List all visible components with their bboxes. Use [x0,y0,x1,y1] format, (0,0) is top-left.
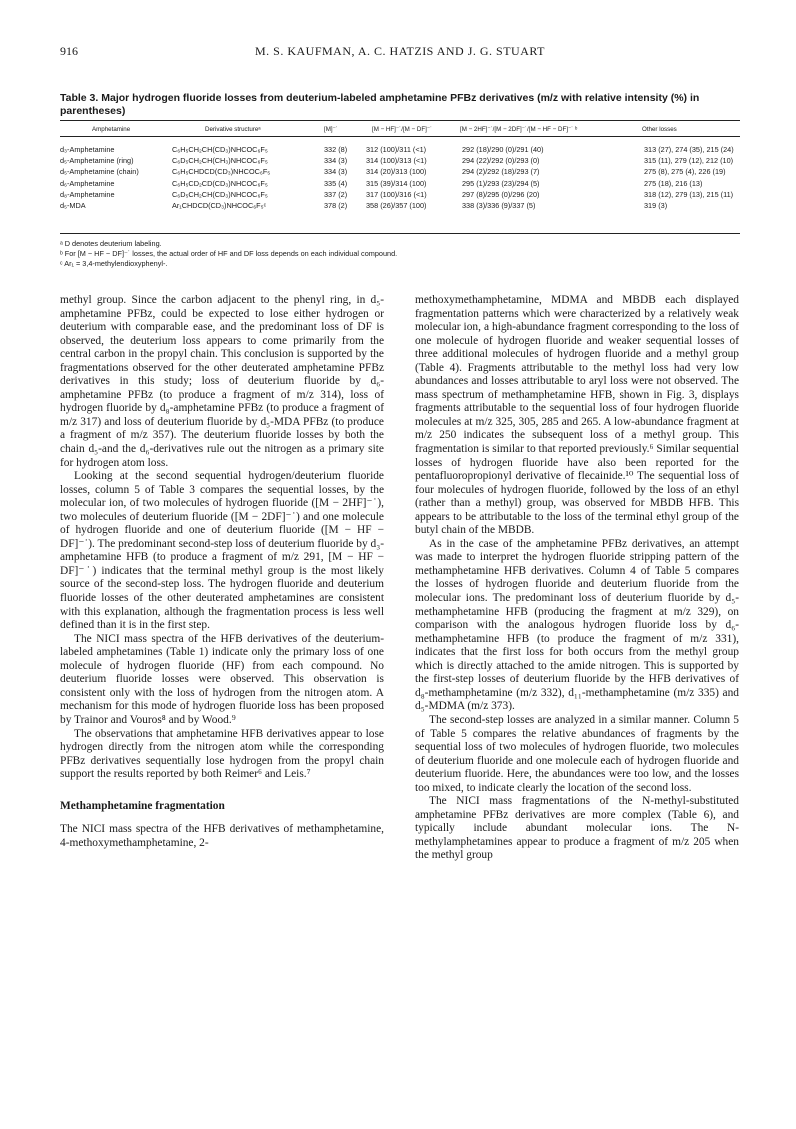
table-header-row [60,126,740,135]
table-cell: 294 (22)/292 (0)/293 (0) [462,156,540,166]
table-cell: 334 (3) [324,167,348,177]
paragraph: Looking at the second sequential hydrogen/deuterium fluoride losses, column 5 of Table 3 compares the sequential losses, by the molecular ion, of two molecules of hydrogen fluoride ([M − 2HF]⁻˙), two molecules of deuterium fluoride ([M − 2DF]⁻˙) and one molecule of hydrogen fluoride and one of deuterium fluoride ([M − HF − DF]⁻˙). The predominant second-step loss of deuterium fluoride by d₃-amphetamine HFB (to produce a fragment of m/z 291, [M − HF − DF]⁻˙) indicates that the terminal methyl group is the most likely source of the second-step loss. The hydrogen fluoride and deuterium fluoride losses of the other deuterated amphetamines are consistent with this explanation, although the fragmentation process is less well defined than it is in the first step. [60,470,384,632]
table-row [60,156,740,165]
table-cell: 334 (3) [324,156,348,166]
table-cell: 314 (20)/313 (100) [366,167,427,177]
table-cell: 297 (8)/295 (0)/296 (20) [462,189,540,199]
table-row [60,179,740,188]
table-caption: Table 3. Major hydrogen fluoride losses from deuterium-labeled amphetamine PFBz derivatives (m/z with relative intensity (%) in parentheses) [60,92,700,117]
table-cell: 318 (12), 279 (13), 215 (11) [644,189,734,199]
table-cell: C₆H₅CD₂CD(CD₃)NHCOC₆F₅ [172,178,268,188]
footnote: ᶜ Ar₁ = 3,4-methylendioxyphenyl-. [60,259,168,268]
table-top-rule [60,120,740,121]
footnote: ᵃ D denotes deuterium labeling. [60,239,162,248]
column-header: Derivative structureᵃ [205,126,261,133]
table-cell: 313 (27), 274 (35), 215 (24) [644,145,734,154]
table-cell: 337 (2) [324,189,348,199]
table-row [60,190,740,199]
table-row [60,145,740,154]
table-cell: C₆H₅CH₂CH(CD₃)NHCOC₆F₅ [172,145,268,154]
running-title: M. S. KAUFMAN, A. C. HATZIS AND J. G. STUART [255,44,545,58]
table-cell: d₅-Amphetamine (ring) [60,156,134,166]
column-header: Amphetamine [92,126,131,133]
paragraph: The observations that amphetamine HFB derivatives appear to lose hydrogen directly from the nitrogen atom while the corresponding PFBz derivatives sequentially lose hydrogen from the propyl chain support the results reported by both Reimer⁶ and Leis.⁷ [60,727,384,781]
table-cell: d₃-Amphetamine [60,145,115,154]
table-cell: 275 (8), 275 (4), 226 (19) [644,167,726,177]
table-cell: 338 (3)/336 (9)/337 (5) [462,201,536,210]
table-cell: d₆-Amphetamine [60,178,115,188]
table-header-rule [60,136,740,137]
footnote: ᵇ For [M − HF − DF]⁻˙ losses, the actual order of HF and DF loss depends on each individual compound. [60,249,398,258]
left-column [60,294,384,850]
table-cell: C₆D₅CH₂CH(CD₃)NHCOC₆F₅ [172,189,268,199]
table-cell: 335 (4) [324,178,348,188]
table-cell: 295 (1)/293 (23)/294 (5) [462,178,540,188]
table-cell: 312 (100)/311 (<1) [366,145,427,154]
table-cell: d₅-MDA [60,201,86,210]
table-cell: 292 (18)/290 (0)/291 (40) [462,145,544,154]
table-cell: 294 (2)/292 (18)/293 (7) [462,167,540,177]
table-cell: Ar₁CHDCD(CD₃)NHCOC₆F₅ᶜ [172,201,267,210]
table-cell: 358 (26)/357 (100) [366,201,427,210]
right-column [415,294,739,863]
table-cell: 317 (100)/316 (<1) [366,189,427,199]
table-cell: 275 (18), 216 (13) [644,178,703,188]
table-cell: 315 (11), 279 (12), 212 (10) [644,156,734,166]
column-header: Other losses [642,126,677,133]
paragraph: The NICI mass spectra of the HFB derivatives of the deuterium-labeled amphetamines (Table 1) indicate only the primary loss of one molecule of hydrogen fluoride (HF) from each compound. No deuterium fluoride losses were observed. This observation is consistent only with the loss of hydrogen from the nitrogen atom. A mechanism for this mode of hydrogen fluoride loss has been proposed by Trainor and Vouros⁸ and by Wood.⁹ [60,632,384,726]
table-cell: d₅-Amphetamine (chain) [60,167,139,177]
paragraph: The NICI mass spectra of the HFB derivatives of methamphetamine, 4-methoxymethamphetamine, 2- [60,823,384,849]
table-cell: 319 (3) [644,201,668,210]
table-row [60,201,740,210]
table-cell: 315 (39)/314 (100) [366,178,427,188]
table-cell: C₆H₅CHDCD(CD₃)NHCOC₆F₅ [172,167,271,177]
paragraph: The NICI mass fragmentations of the N-methyl-substituted amphetamine PFBz derivatives are more complex (Table 6), and typically include abundant molecular ions. The N-methylamphetamines appear to produce a fragment of m/z 205 when the methyl group [415,795,739,862]
paragraph: methyl group. Since the carbon adjacent to the phenyl ring, in d₅-amphetamine PFBz, could be expected to lose either hydrogen or deuterium with comparable ease, and the predominant loss of DF is observed, the deuterium loss appears to come primarily from the central carbon in the propyl chain. This conclusion is supported by the fragmentations observed for the other deuterated amphetamine PFBz derivatives in this study; loss of deuterium fluoride by d₆-amphetamine PFBz (to produce a fragment of m/z 314), loss of hydrogen fluoride by d₈-amphetamine PFBz (to produce a fragment of m/z 317) and loss of deuterium fluoride by d₅-MDA PFBz (to produce a fragment of m/z 357). The deuterium fluoride losses by both the chain d₅-and the d₆-derivatives rule out the nitrogen as a primary site for hydrogen atom loss. [60,294,384,469]
table-cell: C₆D₅CH₂CH(CH₃)NHCOC₆F₅ [172,156,268,166]
paragraph: As in the case of the amphetamine PFBz derivatives, an attempt was made to interpret the hydrogen fluoride stripping pattern of the methamphetamine HFB derivatives. Column 4 of Table 5 compares the losses of hydrogen fluoride and deuterium fluoride from the molecular ions. The predominant loss of deuterium fluoride by d₅-methamphetamine HFB (producing the fragment at m/z 329), on comparison with the analogous hydrogen fluoride loss by d₆-methamphetamine HFB (to produce the fragment of m/z 331), indicates that the first loss for both occurs from the methyl group which is directly attached to the amide nitrogen. This is supported by the first-step losses of deuterium fluoride by the HFB derivatives of d₈-methamphetamine (m/z 332), d₁₁-methamphetamine (m/z 335) and d₅-MDMA (m/z 373). [415,537,739,713]
table-cell: 332 (8) [324,145,348,154]
table-cell: d₈-Amphetamine [60,189,115,199]
running-header [60,44,740,62]
table-bottom-rule [60,233,740,234]
section-heading: Methamphetamine fragmentation [60,799,225,812]
table-row [60,167,740,176]
table-footnotes [60,239,740,269]
column-header: [M]⁻˙ [324,126,338,133]
paragraph: methoxymethamphetamine, MDMA and MBDB each displayed fragmentation patterns which were characterized by a relatively weak molecular ion, a high-abundance fragment corresponding to the loss of one molecule of hydrogen fluoride and weaker sequential losses of three additional molecules of hydrogen fluoride and a methyl group (Table 4). Fragments attributable to the methyl loss had very low abundances and losses attributable to aryl loss were not observed. The mass spectrum of methamphetamine HFB, shown in Fig. 3, displays fragments attributable to the sequential loss of four hydrogen fluoride molecules at m/z 325, 305, 285 and 265. A low-abundance fragment at m/z 250 indicates the subsequent loss of a methyl group. This fragmentation is similar to that reported previously.⁶ Similar sequential losses of hydrogen fluoride have also been reported for the pentafluoropropionyl derivative of flecainide.¹⁰ The sequential loss of four molecules of hydrogen fluoride, followed by the loss of an ethyl (rather than a methyl) group, was observed for MBDB HFB. This appears to be attributable to the loss of the terminal ethyl group of the butyl chain of the MBDB. [415,294,739,537]
column-header: [M − HF]⁻˙/[M − DF]⁻˙ [372,126,433,133]
column-header: [M − 2HF]⁻˙/[M − 2DF]⁻˙/[M − HF − DF]⁻˙ ᵇ [460,126,578,133]
page-number: 916 [60,44,78,58]
paragraph: The second-step losses are analyzed in a similar manner. Column 5 of Table 5 compares the relative abundances of fragments by the sequential loss of two molecules of hydrogen fluoride, two molecules of deuterium fluoride and one molecule each of hydrogen fluoride and deuterium fluoride. Here, the abundances were too low, and the losses too mixed, to indicate clearly the location of the second loss. [415,713,739,794]
table-cell: 378 (2) [324,201,348,210]
table-cell: 314 (100)/313 (<1) [366,156,427,166]
